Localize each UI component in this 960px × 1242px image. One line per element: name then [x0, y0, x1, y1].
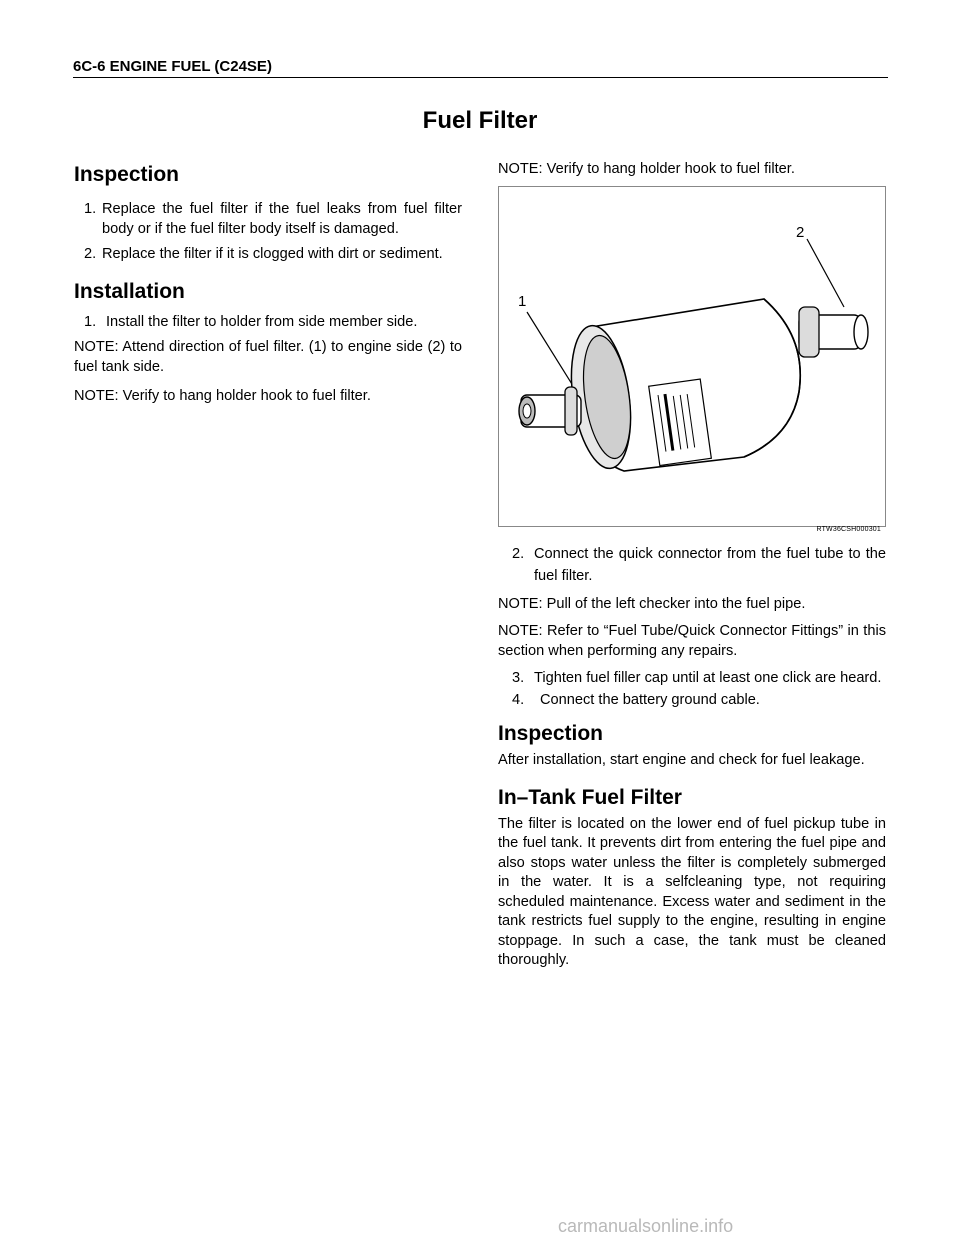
step-2	[498, 543, 886, 587]
note-checker: NOTE: Pull of the left checker into the fuel pipe.	[498, 595, 806, 612]
note-refer: NOTE: Refer to “Fuel Tube/Quick Connector Fittings” in this section when performing any repairs.	[498, 623, 886, 659]
inspection-heading-right: Inspection	[498, 722, 604, 745]
step-number: 3.	[512, 670, 525, 686]
installation-list	[74, 313, 462, 333]
callout-2-label: 2	[796, 223, 805, 241]
inspection-text: After installation, start engine and check for fuel leakage.	[498, 752, 865, 768]
intank-filter-text: The filter is located on the lower end of fuel pickup tube in the fuel tank. It prevents dirt from entering the fuel pipe and also stops water unless the filter is completely submerged in the water. It is a selfcleaning type, not requiring scheduled maintenance. Excess water and sediment in the tank restricts fuel supply to the engine, resulting in engine stoppage. In such a case, the tank must be cleaned thoroughly.	[498, 815, 886, 968]
installation-heading: Installation	[74, 279, 185, 303]
step-number: 4.	[512, 692, 525, 708]
list-item	[84, 200, 462, 239]
step-text: Tighten fuel filler cap until at least one click are heard.	[534, 670, 882, 686]
list-item-number: 1.	[84, 201, 97, 217]
list-item	[84, 245, 462, 265]
right-column	[498, 160, 886, 971]
step-3	[498, 667, 886, 689]
intank-filter-heading: In–Tank Fuel Filter	[498, 785, 682, 809]
note-holder-hook-top: NOTE: Verify to hang holder hook to fuel filter.	[498, 161, 795, 177]
page-header: 6C-6 ENGINE FUEL (C24SE)	[73, 58, 888, 78]
list-item-number: 1.	[84, 313, 97, 330]
list-item-text: Replace the filter if it is clogged with dirt or sediment.	[102, 246, 443, 262]
list-item-text: Replace the fuel filter if the fuel leaks from fuel filter body or if the fuel filter body itself is damaged.	[102, 201, 462, 237]
note-direction: NOTE: Attend direction of fuel filter. (1) to engine side (2) to fuel tank side.	[74, 339, 462, 375]
fuel-filter-illustration	[499, 187, 885, 526]
list-item	[84, 313, 462, 333]
inspection-list	[74, 200, 462, 265]
note-holder-hook: NOTE: Verify to hang holder hook to fuel filter.	[74, 388, 371, 404]
step-text: Connect the battery ground cable.	[540, 692, 760, 708]
step-4	[498, 689, 886, 711]
fuel-filter-figure	[498, 186, 886, 533]
step-text: Connect the quick connector from the fuel tube to the fuel filter.	[534, 545, 886, 584]
list-item-text: Install the filter to holder from side member side.	[106, 313, 418, 330]
callout-1-label: 1	[518, 292, 527, 310]
left-column	[74, 160, 462, 407]
inspection-heading: Inspection	[74, 163, 180, 186]
step-number: 2.	[512, 545, 525, 562]
page-title: Fuel Filter	[422, 107, 538, 134]
watermark: carmanualsonline.info	[558, 1216, 734, 1236]
list-item-number: 2.	[84, 246, 97, 262]
figure-caption: RTW36CSH000301	[816, 526, 881, 533]
